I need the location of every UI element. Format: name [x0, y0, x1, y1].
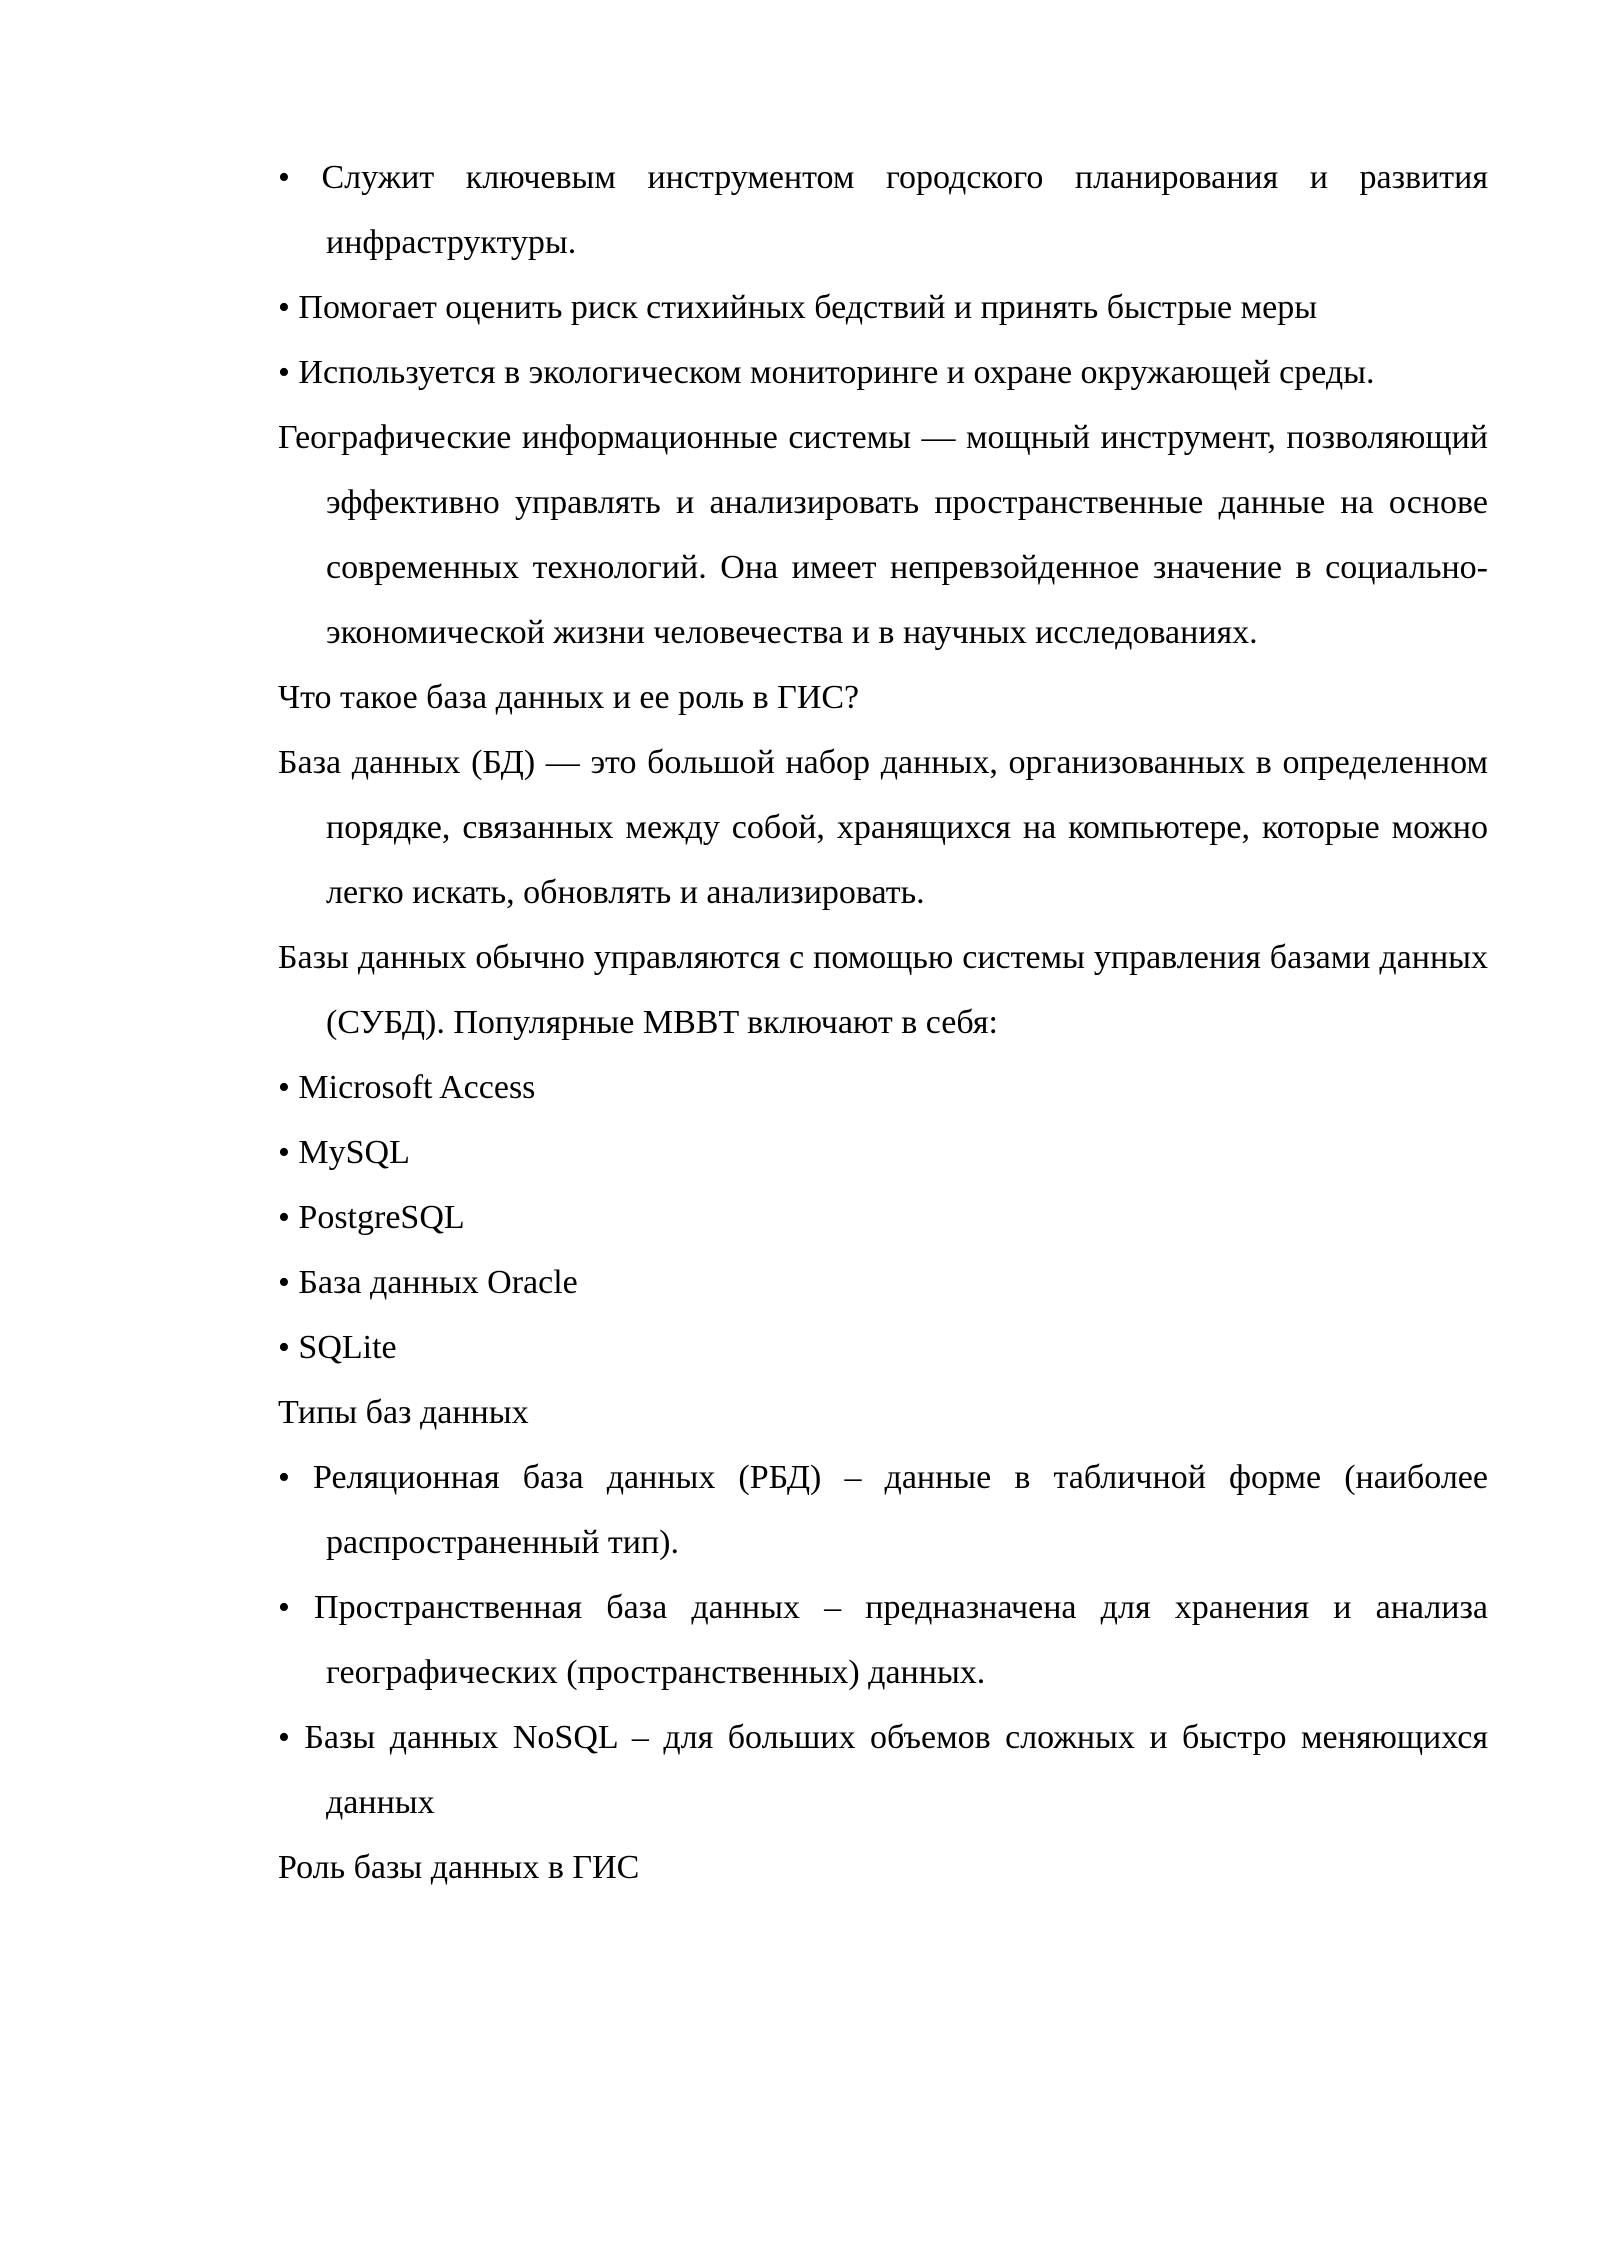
bullet-environmental-monitoring: • Используется в экологическом мониторинге и охране окружающей среды. — [278, 354, 1375, 391]
heading-database-types: Типы баз данных — [278, 1394, 529, 1431]
list-item-mysql: • MySQL — [278, 1134, 410, 1171]
bullet-relational-database: • Реляционная база данных (РБД) – данные в табличной форме (наиболее распространенный тип). — [278, 1459, 1488, 1561]
list-item-oracle: • База данных Oracle — [278, 1264, 578, 1301]
bullet-urban-planning: • Служит ключевым инструментом городского планирования и развития инфраструктуры. — [278, 159, 1488, 261]
paragraph-gis-definition: Географические информационные системы — мощный инструмент, позволяющий эффективно управлять и анализировать пространственные данные на основе современных технологий. Она имеет непревзойденное значение в социально-экономической жизни человечества и в научных исследованиях. — [278, 419, 1488, 651]
bullet-disaster-risk: • Помогает оценить риск стихийных бедствий и принять быстрые меры — [278, 289, 1318, 326]
bullet-nosql-database: • Базы данных NoSQL – для больших объемов сложных и быстро меняющихся данных — [278, 1719, 1488, 1821]
list-item-sqlite: • SQLite — [278, 1329, 397, 1366]
paragraph-database-definition: База данных (БД) — это большой набор данных, организованных в определенном порядке, связанных между собой, хранящихся на компьютере, которые можно легко искать, обновлять и анализировать. — [278, 744, 1488, 911]
heading-what-is-database: Что такое база данных и ее роль в ГИС? — [278, 679, 860, 716]
paragraph-dbms: Базы данных обычно управляются с помощью системы управления базами данных (СУБД). Популярные MBBT включают в себя: — [278, 939, 1488, 1041]
bullet-spatial-database: • Пространственная база данных – предназначена для хранения и анализа географических (пространственных) данных. — [278, 1589, 1488, 1691]
heading-database-role-in-gis: Роль базы данных в ГИС — [278, 1849, 640, 1886]
list-item-microsoft-access: • Microsoft Access — [278, 1069, 536, 1106]
document-body — [278, 145, 1488, 1900]
list-item-postgresql: • PostgreSQL — [278, 1199, 465, 1236]
